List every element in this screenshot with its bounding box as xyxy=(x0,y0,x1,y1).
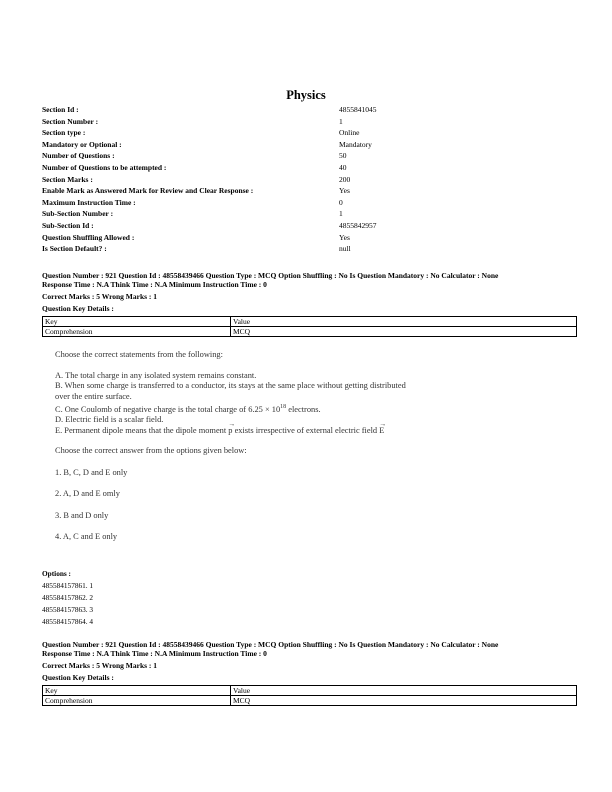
question-meta-line: Question Number : 921 Question Id : 48558439466 Question Type : MCQ Option Shuffling : No Is Question Mandatory : No Calculator : None xyxy=(42,271,499,280)
key-cell: Comprehension xyxy=(43,327,231,337)
answer-option-4: 4. A, C and E only xyxy=(55,532,118,542)
shuffling-value: Yes xyxy=(339,232,350,242)
subsection-number-label: Sub-Section Number : xyxy=(42,209,114,219)
num-questions-label: Number of Questions : xyxy=(42,151,115,161)
key-header: Key xyxy=(43,686,231,696)
question-response-line: Response Time : N.A Think Time : N.A Minimum Instruction Time : 0 xyxy=(42,649,267,658)
table-row xyxy=(43,696,577,706)
max-instruction-label: Maximum Instruction Time : xyxy=(42,197,136,207)
question-header xyxy=(42,640,572,682)
option-id-1: 485584157861. 1 xyxy=(42,581,94,591)
num-attempt-value: 40 xyxy=(339,162,347,172)
statement-c-exponent: 18 xyxy=(280,404,287,410)
question-key-details-label: Question Key Details : xyxy=(42,673,114,682)
question-body xyxy=(55,350,525,543)
answer-option-2: 2. A, D and E omly xyxy=(55,489,120,499)
section-info-row xyxy=(42,197,422,209)
statement-d: D. Electric field is a scalar field. xyxy=(55,415,164,425)
question-meta-line: Question Number : 921 Question Id : 48558439466 Question Type : MCQ Option Shuffling : No Is Question Mandatory : No Calculator : None xyxy=(42,640,499,649)
statement-e xyxy=(55,426,525,437)
section-number-label: Section Number : xyxy=(42,116,99,126)
section-default-value: null xyxy=(339,244,351,254)
statement-b: B. When some charge is transferred to a conductor, its stays at the same place without getting distributed xyxy=(55,381,406,390)
statement-b-continued: over the entire surface. xyxy=(55,391,132,401)
table-row xyxy=(43,686,577,696)
answer-option-1: 1. B, C, D and E only xyxy=(55,467,128,477)
section-id-value: 4855841045 xyxy=(339,105,377,114)
section-info-row xyxy=(42,104,422,116)
value-cell: MCQ xyxy=(231,696,577,706)
question-header xyxy=(42,271,572,313)
section-id-label: Section Id : xyxy=(42,105,79,114)
question-response-line: Response Time : N.A Think Time : N.A Minimum Instruction Time : 0 xyxy=(42,280,267,289)
num-questions-value: 50 xyxy=(339,151,347,161)
section-info-row xyxy=(42,174,422,186)
options-label: Options : xyxy=(42,569,71,578)
section-info-row xyxy=(42,162,422,174)
option-id-4: 485584157864. 4 xyxy=(42,617,94,627)
statement-c-text: C. One Coulomb of negative charge is the total charge of 6.25 × 10 xyxy=(55,404,281,414)
section-marks-label: Section Marks : xyxy=(42,174,93,184)
section-info-row xyxy=(42,116,422,128)
mandatory-value: Mandatory xyxy=(339,139,372,149)
subsection-number-value: 1 xyxy=(339,209,343,219)
num-attempt-label: Number of Questions to be attempted : xyxy=(42,162,167,172)
section-info-row xyxy=(42,232,422,244)
section-info-row xyxy=(42,127,422,139)
enable-mark-value: Yes xyxy=(339,186,350,196)
section-number-value: 1 xyxy=(339,116,343,126)
option-id-3: 485584157863. 3 xyxy=(42,605,94,615)
shuffling-label: Question Shuffling Allowed : xyxy=(42,232,135,242)
question-prompt: Choose the correct statements from the following: xyxy=(55,350,223,359)
statement-e-mid: exists irrespective of external electric field xyxy=(232,425,380,435)
section-info-row xyxy=(42,220,422,232)
section-info-row xyxy=(42,185,422,197)
section-type-value: Online xyxy=(339,128,360,138)
option-id-2: 485584157862. 2 xyxy=(42,593,94,603)
section-info-row xyxy=(42,150,422,162)
section-info-row xyxy=(42,243,422,255)
answer-option-3: 3. B and D only xyxy=(55,510,109,520)
question-marks: Correct Marks : 5 Wrong Marks : 1 xyxy=(42,292,158,301)
question-marks: Correct Marks : 5 Wrong Marks : 1 xyxy=(42,661,158,670)
value-header: Value xyxy=(231,317,577,327)
mandatory-label: Mandatory or Optional : xyxy=(42,139,122,149)
subsection-id-value: 4855842957 xyxy=(339,220,377,230)
value-header: Value xyxy=(231,686,577,696)
statement-e-text: E. Permanent dipole means that the dipole moment xyxy=(55,425,229,435)
question-key-table xyxy=(42,316,577,337)
max-instruction-value: 0 xyxy=(339,197,343,207)
vector-e-symbol: → E xyxy=(379,426,384,437)
subsection-id-label: Sub-Section Id : xyxy=(42,220,94,230)
options-list xyxy=(42,568,93,628)
table-row xyxy=(43,327,577,337)
enable-mark-label: Enable Mark as Answered Mark for Review and Clear Response : xyxy=(42,186,254,196)
section-info-table xyxy=(42,104,422,255)
choose-instruction: Choose the correct answer from the options given below: xyxy=(55,446,247,456)
section-type-label: Section type : xyxy=(42,128,86,138)
section-marks-value: 200 xyxy=(339,174,351,184)
key-cell: Comprehension xyxy=(43,696,231,706)
question-key-table xyxy=(42,685,577,706)
section-default-label: Is Section Default? : xyxy=(42,244,107,254)
section-info-row xyxy=(42,208,422,220)
key-header: Key xyxy=(43,317,231,327)
statement-a: A. The total charge in any isolated system remains constant. xyxy=(55,370,257,380)
page-title: Physics xyxy=(286,88,326,102)
question-key-details-label: Question Key Details : xyxy=(42,304,114,313)
table-row xyxy=(43,317,577,327)
statement-c xyxy=(55,402,525,415)
value-cell: MCQ xyxy=(231,327,577,337)
vector-p-symbol: → p xyxy=(228,426,232,437)
statement-c-end: electrons. xyxy=(286,404,321,414)
section-info-row xyxy=(42,139,422,151)
